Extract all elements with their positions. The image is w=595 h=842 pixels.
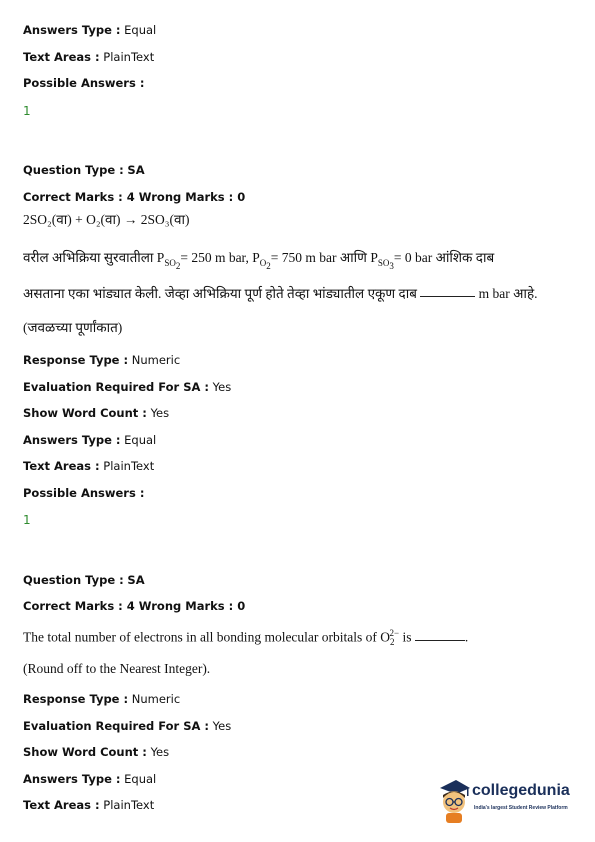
- marks-row: Correct Marks : 4 Wrong Marks : 0: [23, 190, 246, 204]
- question-type-row: Question Type : SA: [23, 163, 145, 177]
- text-areas-row: Text Areas : PlainText: [23, 459, 155, 473]
- word-count-row: Show Word Count : Yes: [23, 745, 170, 759]
- possible-answer: 1: [23, 104, 31, 118]
- answers-type-row: Answers Type : Equal: [23, 23, 157, 37]
- answers-type-row: Answers Type : Equal: [23, 433, 157, 447]
- question-text-line2: (Round off to the Nearest Integer).: [23, 661, 211, 676]
- evaluation-row: Evaluation Required For SA : Yes: [23, 380, 232, 394]
- logo-wordmark: collegedunia: [472, 782, 570, 799]
- response-type-row: Response Type : Numeric: [23, 692, 181, 706]
- mascot-icon: [434, 778, 472, 824]
- evaluation-row: Evaluation Required For SA : Yes: [23, 719, 232, 733]
- answer-blank: [420, 295, 475, 297]
- answer-blank: [415, 639, 465, 641]
- question-text-line1: The total number of electrons in all bonding molecular orbitals of $O_2^{2-}$ is .: [23, 628, 469, 648]
- answers-type-row: Answers Type : Equal: [23, 772, 157, 786]
- marks-row: Correct Marks : 4 Wrong Marks : 0: [23, 599, 246, 613]
- response-type-row: Response Type : Numeric: [23, 353, 181, 367]
- text-areas-row: Text Areas : PlainText: [23, 50, 155, 64]
- question-text-line2: असताना एका भांड्यात केली. जेव्हा अभिक्रिया पूर्ण होते तेव्हा भांड्यातील एकूण दाब m bar आहे.: [23, 286, 538, 301]
- logo-tagline: India's largest Student Review Platform: [474, 805, 568, 811]
- question-type-row: Question Type : SA: [23, 573, 145, 587]
- word-count-row: Show Word Count : Yes: [23, 406, 170, 420]
- reaction-equation: 2SO₂(वा) + O₂(वा) → 2SO₃(वा): [23, 212, 190, 227]
- possible-answer: 1: [23, 513, 31, 527]
- possible-answers-label: Possible Answers :: [23, 486, 145, 500]
- question-text-line3: (जवळच्या पूर्णांकात): [23, 320, 123, 335]
- collegedunia-logo: [434, 776, 584, 826]
- question-text-line1: वरील अभिक्रिया सुरवातीला $P_{SO_2}= 250$ m bar, $P_{O_2}= 750$ m bar आणि $P_{SO_3}= 0$ bar आंशिक दाब: [23, 250, 495, 271]
- possible-answers-label: Possible Answers :: [23, 76, 145, 90]
- text-areas-row: Text Areas : PlainText: [23, 798, 155, 812]
